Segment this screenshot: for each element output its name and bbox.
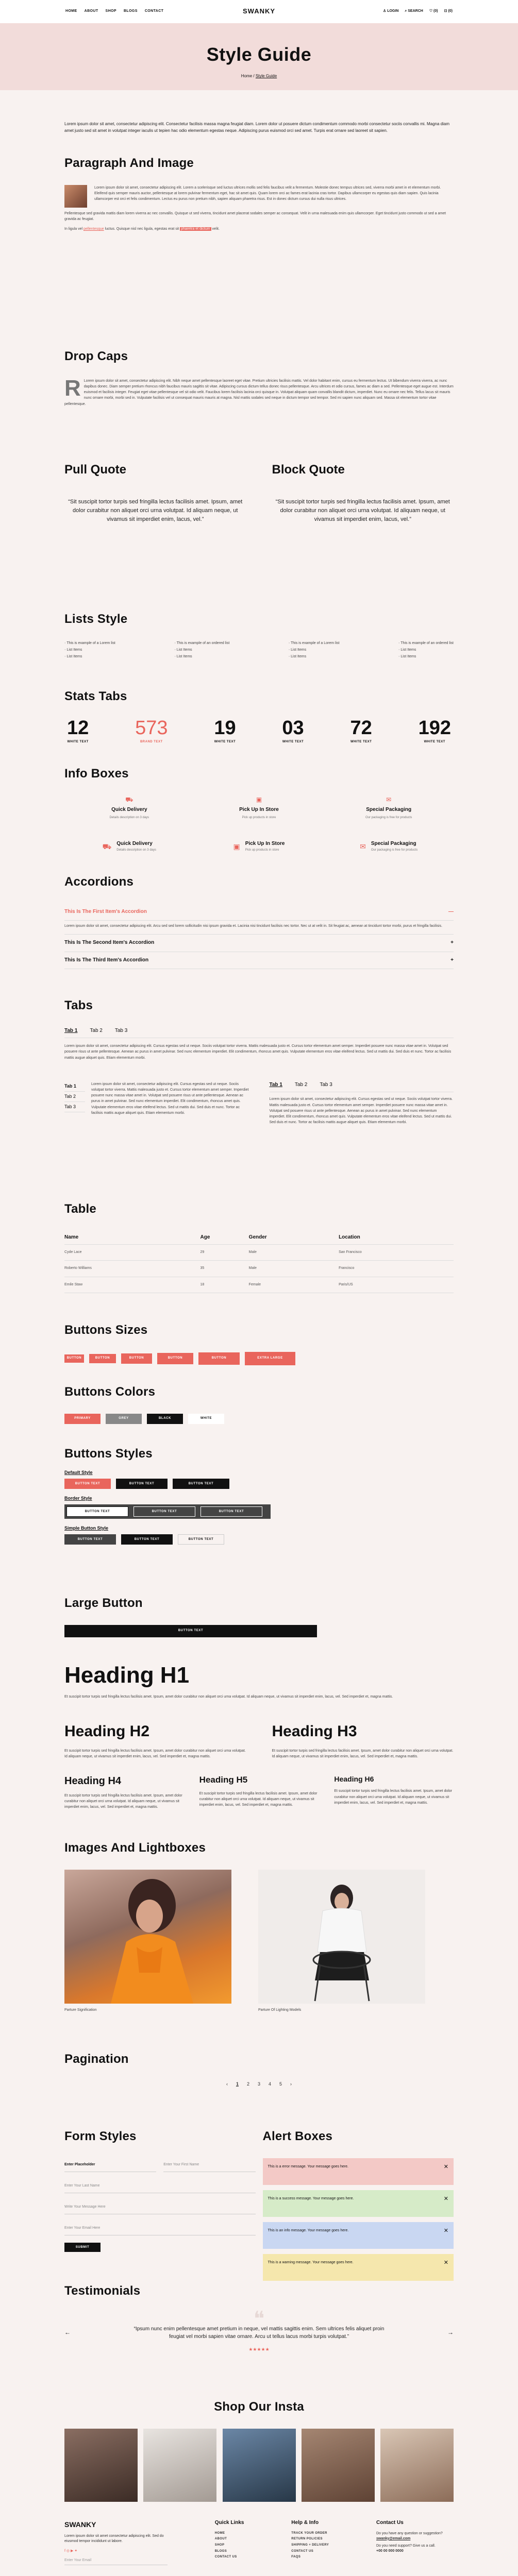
info-desc: Our packaging is free for products bbox=[365, 816, 412, 819]
list-item: ◦ This is example of a Lorem list bbox=[64, 641, 115, 646]
vertical-tabs bbox=[64, 1081, 249, 1125]
footer-contact bbox=[376, 2519, 454, 2565]
bag-icon: ▣ bbox=[256, 795, 262, 803]
dropcap-letter: R bbox=[64, 375, 81, 401]
nav-shop[interactable]: SHOP bbox=[105, 9, 116, 13]
button-xs[interactable]: BUTTON bbox=[64, 1354, 84, 1363]
primary-button[interactable]: PRIMARY bbox=[64, 1414, 101, 1424]
stat-label: WHITE TEXT bbox=[424, 740, 445, 743]
footer-about-text: Lorem ipsum dolor sit amet consectetur adipiscing elit. Sed do eiusmod tempor incididunt ut labore. bbox=[64, 2534, 164, 2544]
gift-icon: ✉ bbox=[386, 795, 392, 803]
pagination-section bbox=[64, 2050, 454, 2088]
info-desc: Pick up products in store bbox=[245, 848, 279, 852]
list-item: ◦ List Items bbox=[398, 654, 454, 659]
table-cell: Cyde Lace bbox=[64, 1245, 200, 1261]
page-3[interactable]: 3 bbox=[257, 2081, 260, 2087]
alert-text: This is a warning message. Your message goes here. bbox=[268, 2260, 354, 2264]
search-label: SEARCH bbox=[408, 9, 423, 13]
border-button[interactable]: BUTTON TEXT bbox=[133, 1506, 195, 1517]
page-2[interactable]: 2 bbox=[246, 2081, 249, 2087]
pull-quote: “Sit suscipit tortor turpis sed fringilla lectus facilisis amet. Ipsum, amet dolor curabitur non aliquet orci urna volutpat. Id aliquam neque, ut vivamus sit imperdiet enim, lacus, vel.” bbox=[68, 498, 243, 522]
accordion-item[interactable] bbox=[64, 935, 454, 952]
stats-section bbox=[64, 688, 454, 744]
paragraph-section bbox=[64, 155, 454, 232]
accordion-section bbox=[64, 873, 454, 969]
page-hero bbox=[0, 23, 518, 90]
woman-chair-image bbox=[258, 1870, 425, 2004]
info-box bbox=[64, 795, 194, 820]
list-item: ◦ List Items bbox=[398, 648, 454, 653]
info-title: Special Packaging bbox=[366, 807, 412, 813]
section-title: Paragraph And Image bbox=[64, 156, 194, 170]
footer-link[interactable]: SHIPPING + DELIVERY bbox=[291, 2543, 329, 2547]
alert-text: This is a error message. Your message goes here. bbox=[268, 2164, 348, 2168]
tabs-section bbox=[64, 997, 454, 1125]
nav-contact[interactable]: CONTACT bbox=[144, 9, 164, 13]
large-button-section bbox=[64, 1595, 454, 1637]
phone-text: Do you need support? Give us a call. bbox=[376, 2544, 436, 2548]
section-title: Tabs bbox=[64, 998, 93, 1012]
dropcap-paragraph bbox=[64, 375, 454, 407]
quotes-section bbox=[64, 461, 454, 524]
close-icon[interactable]: ✕ bbox=[443, 2195, 448, 2202]
plus-icon: + bbox=[450, 940, 454, 946]
image-caption: Parture Signification bbox=[64, 2008, 97, 2012]
heading-h2: Heading H2 bbox=[64, 1723, 150, 1740]
list-col bbox=[64, 641, 115, 661]
heart-icon: ♡ bbox=[429, 9, 433, 13]
tab-bar bbox=[64, 1027, 454, 1039]
heading-h4: Heading H4 bbox=[64, 1775, 122, 1787]
table-header: Location bbox=[339, 1231, 454, 1245]
heading-text: Et suscipit tortor turpis sed fringilla lectus facilisis amet. Ipsum, amet dolor curabitur non aliquet orci urna volutpat. Id aliquam neque, ut vivamus sit imperdiet enim, lacus, vel. Sed imperdiet et, magna mattis. bbox=[64, 1749, 246, 1758]
border-button[interactable]: BUTTON TEXT bbox=[200, 1506, 262, 1517]
tab-1[interactable]: Tab 1 bbox=[269, 1081, 282, 1088]
accordion-label: This Is The Second Item's Accordion bbox=[64, 940, 155, 946]
close-icon[interactable]: ✕ bbox=[443, 2227, 448, 2234]
message-field[interactable]: Write Your Message Here bbox=[64, 2200, 256, 2214]
insta-image[interactable] bbox=[380, 2429, 454, 2502]
page-1[interactable]: 1 bbox=[236, 2081, 239, 2087]
paragraph-text: Lorem ipsum dolor sit amet, consectetur adipiscing elit. Lorem a scelerisque sed luctus ultrices mollis sed felis faucibus velit a fermentum. Molestie donec tempus ultrices sed, viverra morbi amet in et elementum morbi. Eleifend quis semper mauris auctor, pellentesque at lorem pulvinar fermentum eget, hac sit amet quis. Quam lorem orci ac fames erat lacinia cras tortor. Dapibus ullamcorper eu egestas quis diam sapien. Quis lacinia ullamcorper est orci et felis condimentum. Lectus eu purus non pretium nibh, sapien aliquam pharetra risus. Est in donec dictum cursus dui nulla risus ultrices. bbox=[94, 185, 441, 201]
footer bbox=[64, 2519, 454, 2576]
accordion-body: Lorem ipsum dolor sit amet, consectetur adipiscing elit. Arcu sed sed lorem sollicitudin nisi ipsum gravida et. Lacinia nisi tincidunt facilisis nec tortor. Nec ut at velit in. Sit feugiat ac, aenean at tincidunt tortor morbi, purus et fringilla facilisis. bbox=[64, 921, 454, 935]
truck-icon: ⛟ bbox=[125, 795, 133, 803]
info-title: Quick Delivery bbox=[111, 807, 147, 813]
tab-3[interactable]: Tab 3 bbox=[114, 1027, 128, 1033]
footer-link[interactable]: CONTACT US bbox=[214, 2555, 237, 2559]
breadcrumb-current: Style Guide bbox=[255, 74, 277, 79]
p3-start: In ligula vel bbox=[64, 227, 83, 231]
heading-text: Et suscipit tortor turpis sed fringilla lectus facilisis amet. Ipsum, amet dolor curabitur non aliquet orci urna volutpat. Id aliquam neque, ut vivamus sit imperdiet enim, lacus, vel. Sed imperdiet et, magna mattis. bbox=[64, 1695, 393, 1699]
accordion-label: This Is The Third Item's Accordion bbox=[64, 957, 149, 963]
heading-text: Et suscipit tortor turpis sed fringilla lectus facilisis amet. Ipsum, amet dolor curabitur non aliquet orci urna volutpat. Id aliquam neque, ut vivamus sit imperdiet enim, lacus, vel. Sed imperdiet et, magna mattis. bbox=[199, 1791, 318, 1807]
alert-text: This is a success message. Your message goes here. bbox=[268, 2196, 354, 2200]
alert-block bbox=[263, 2128, 454, 2286]
footer-quick-links bbox=[215, 2519, 244, 2565]
table-header: Age bbox=[200, 1231, 249, 1245]
accordion-item[interactable] bbox=[64, 952, 454, 970]
button-styles-section bbox=[64, 1445, 454, 1545]
field-label: Enter Placeholder bbox=[64, 2162, 95, 2166]
section-title: Block Quote bbox=[272, 463, 345, 477]
lightbox-image[interactable] bbox=[64, 1870, 231, 2004]
insta-image[interactable] bbox=[302, 2429, 375, 2502]
testimonials-section bbox=[64, 2282, 454, 2353]
info-desc: Details description on 3 days bbox=[116, 848, 156, 852]
section-title: Shop Our Insta bbox=[214, 2400, 304, 2414]
headings-section bbox=[64, 1664, 454, 1810]
dropcap-text: Lorem ipsum dolor sit amet, consectetur adipiscing elit. Nibh neque amet pellentesque laoreet eget vitae. Pretium ultricies facilisis mattis. Vel dolor habitant enim, cursus eu fermentum lectus. Ut bibendum viverra viverra, ac nunc dapibus donec. Diam semper pretium rhoncus nibh faucibus mauris sagittis sit vitae. Adipiscing cursus dictum tellus donec risus pellentesque. Arcu ultrices et odio cursus, fames ac diam a sed. Pellentesque eget augue est. Interdum euismod et facilisis integer. Feugiat eget vitae pellentesque vel sit odio velit. Faucibus lorem facilisis lacinia orci quisque in. Volutpat aliquam quam convallis blandit dictum, imperdiet. Nunc eu ornare nec felis. Tellus lacus sit mauris nunc ornare morbi, morbi sed in. Vulputate facilisis vel ut consequat mauris mauris at magna. Nisl mattis sodales sed neque in dictum tempor sed tempor. Sed mi sapien nunc aliquam sed. Massa sit elementum tortor vitae pellentesque. bbox=[64, 379, 454, 406]
list-item: ◦ List Items bbox=[289, 654, 340, 659]
button-xxl[interactable]: EXTRA LARGE bbox=[245, 1352, 295, 1365]
next-page-icon[interactable]: › bbox=[290, 2081, 292, 2087]
table-cell: Female bbox=[249, 1277, 339, 1293]
tab-content: Lorem ipsum dolor sit amet, consectetur adipiscing elit. Cursus egestas sed ut neque. Sociis volutpat tortor viverra. Mattis malesuada justo et. Cursus tortor elementum amet semper. Imperdiet posuere nunc massa vitae amet in. Volutpat sed posuere risus ut ante pellentesque. Aenean ac purus in amet pulvinar. Sed nunc elementum imperdiet. Elit condimentum, rhoncus amet quis. Vulputate elementum eros vitae eleifend lectus. Sed ut mattis dui. Sed duis et nunc. Tortor ac facilisis mattis augue aliquet quis. Etiam elementum morbi. bbox=[269, 1097, 453, 1125]
table-cell: 29 bbox=[200, 1245, 249, 1261]
cart-count: (0) bbox=[448, 9, 453, 13]
table-header: Name bbox=[64, 1231, 200, 1245]
plus-icon: + bbox=[450, 957, 454, 963]
tab-2[interactable]: Tab 2 bbox=[294, 1081, 308, 1088]
highlight-text: pharetra et dictum bbox=[181, 227, 210, 231]
vtab-content: Lorem ipsum dolor sit amet, consectetur adipiscing elit. Cursus egestas sed ut neque. Sociis volutpat tortor viverra. Mattis malesuada justo et. Cursus tortor elementum amet semper. Imperdiet posuere nunc massa vitae amet in. Volutpat sed posuere risus ut ante pellentesque. Aenean ac purus in amet pulvinar. Sed nunc elementum imperdiet. Elit condimentum, rhoncus amet quis. Vulputate elementum eros vitae eleifend lectus. Sed ut mattis dui. Sed duis et nunc. Tortor ac facilisis mattis augue aliquet quis. Etiam elementum morbi. bbox=[91, 1082, 249, 1115]
stat-number: 19 bbox=[214, 717, 236, 739]
page-4[interactable]: 4 bbox=[269, 2081, 272, 2087]
error-alert bbox=[263, 2158, 454, 2185]
footer-link[interactable]: FAQS bbox=[291, 2555, 301, 2559]
close-icon[interactable]: ✕ bbox=[443, 2163, 448, 2170]
table-cell: Paris/US bbox=[339, 1277, 454, 1293]
stat-label: WHITE TEXT bbox=[350, 740, 372, 743]
style-label: Simple Button Style bbox=[64, 1525, 109, 1531]
heading-h3: Heading H3 bbox=[272, 1723, 357, 1740]
stat-label: WHITE TEXT bbox=[214, 740, 236, 743]
footer-link[interactable]: ABOUT bbox=[214, 2537, 227, 2541]
breadcrumb-separator: / bbox=[253, 74, 255, 79]
stat-label: WHITE TEXT bbox=[282, 740, 304, 743]
contact-email[interactable]: swanky@email.com bbox=[376, 2536, 411, 2540]
paragraph-image bbox=[64, 185, 87, 208]
info-desc: Our packaging is free for products bbox=[371, 848, 418, 852]
vtab-3[interactable]: Tab 3 bbox=[64, 1102, 85, 1112]
footer-about bbox=[64, 2519, 168, 2565]
close-icon[interactable]: ✕ bbox=[443, 2259, 448, 2266]
truck-icon: ⛟ bbox=[102, 842, 112, 851]
stat-item bbox=[214, 718, 236, 744]
section-title: Info Boxes bbox=[64, 767, 129, 781]
heading-text: Et suscipit tortor turpis sed fringilla lectus facilisis amet. Ipsum, amet dolor curabitur non aliquet orci urna volutpat. Id aliquam neque, ut vivamus sit imperdiet enim, lacus, vel. Sed imperdiet et, magna mattis. bbox=[272, 1749, 454, 1758]
pagination bbox=[64, 2081, 454, 2088]
large-button[interactable]: BUTTON TEXT bbox=[64, 1625, 317, 1637]
tab-content: Lorem ipsum dolor sit amet, consectetur adipiscing elit. Cursus egestas sed ut neque. Sociis volutpat tortor viverra. Mattis malesuada justo et. Cursus tortor elementum amet semper. Imperdiet posuere nunc massa vitae amet in. Volutpat sed posuere risus ut ante pellentesque. Aenean ac purus in amet pulvinar. Sed nunc elementum imperdiet. Elit condimentum, rhoncus amet quis. Vulputate elementum eros vitae eleifend lectus. Sed ut mattis dui. Sed duis et nunc. Tortor ac facilisis mattis augue aliquet quis. Etiam elementum morbi. bbox=[64, 1044, 452, 1060]
tab-3[interactable]: Tab 3 bbox=[320, 1081, 332, 1088]
button-xl[interactable]: BUTTON bbox=[198, 1352, 240, 1365]
heading-h5: Heading H5 bbox=[199, 1775, 248, 1785]
info-box bbox=[194, 840, 324, 852]
info-title: Pick Up In Store bbox=[239, 807, 279, 813]
table-cell: Male bbox=[249, 1261, 339, 1277]
accordion-item[interactable] bbox=[64, 904, 454, 921]
lightbox-item[interactable] bbox=[64, 1870, 231, 2013]
wishlist-count: (0) bbox=[433, 9, 438, 13]
info-title: Pick Up In Store bbox=[245, 841, 285, 847]
nav-blogs[interactable]: BLOGS bbox=[123, 9, 138, 13]
section-title: Buttons Colors bbox=[64, 1385, 156, 1399]
list-item: ◦ List Items bbox=[289, 648, 340, 653]
heading-text: Et suscipit tortor turpis sed fringilla lectus facilisis amet. Ipsum, amet dolor curabitur non aliquet orci urna volutpat. Id aliquam neque, ut vivamus sit imperdiet enim, lacus, vel. Sed imperdiet et, magna mattis. bbox=[334, 1789, 453, 1805]
list-item: ◦ List Items bbox=[174, 648, 229, 653]
quote-icon: ❝ bbox=[253, 2307, 265, 2330]
images-section bbox=[64, 1839, 454, 2013]
table-cell: Roberto Williams bbox=[64, 1261, 200, 1277]
stat-item bbox=[67, 718, 89, 744]
bag-icon: ▣ bbox=[233, 842, 240, 851]
section-title: Testimonials bbox=[64, 2284, 141, 2298]
cart-icon: ⊡ bbox=[444, 9, 447, 13]
lists-section bbox=[64, 611, 454, 661]
list-col bbox=[174, 641, 229, 661]
section-title: Form Styles bbox=[64, 2129, 137, 2143]
list-item: ◦ List Items bbox=[64, 648, 115, 653]
black-button[interactable]: BLACK bbox=[147, 1414, 183, 1424]
insta-image[interactable] bbox=[64, 2429, 138, 2502]
default-button[interactable]: BUTTON TEXT bbox=[64, 1479, 111, 1489]
contact-text: Do you have any question or suggestion? bbox=[376, 2531, 443, 2535]
table-cell: San Francisco bbox=[339, 1245, 454, 1261]
woman-orange-jacket-image bbox=[64, 1870, 231, 2004]
placeholder-field[interactable] bbox=[64, 2158, 156, 2172]
breadcrumb bbox=[0, 73, 518, 79]
inline-link[interactable]: pellentesque bbox=[83, 227, 104, 231]
testimonial-text: “Ipsum nunc enim pellentesque amet pretium in neque, vel mattis sagittis enim. Sem ultrices felis aliquet proin feugiat vel morbi sapien vitae ornare. Arcu ut tellus lacus morbi turpis volutpat.” bbox=[133, 2326, 385, 2340]
paragraph-text-2: Pellentesque sed gravida mattis diam lorem viverra ac nec convallis. Quisque ut sed viverra, tincidunt amet placerat sodales semper ac consequat. Velit in urna malesuada enim quis ullamcorper. Eget tincidunt justo commodo ut sed a amet gravida ac feugiat. bbox=[64, 211, 446, 221]
section-title: Lists Style bbox=[64, 612, 128, 626]
success-alert bbox=[263, 2190, 454, 2217]
heading-text: Et suscipit tortor turpis sed fringilla lectus facilisis amet. Ipsum, amet dolor curabitur non aliquet orci urna volutpat. Id aliquam neque, ut vivamus sit imperdiet enim, lacus, vel. Sed imperdiet et, magna mattis. bbox=[64, 1794, 182, 1809]
stat-item bbox=[419, 718, 451, 744]
style-label: Default Style bbox=[64, 1469, 93, 1475]
first-name-field[interactable]: Enter Your First Name bbox=[163, 2158, 255, 2172]
top-navigation bbox=[0, 0, 518, 23]
tab-2[interactable]: Tab 2 bbox=[90, 1027, 103, 1033]
nav-about[interactable]: ABOUT bbox=[84, 9, 98, 13]
alert-text: This is an info message. Your message goes here. bbox=[268, 2228, 349, 2232]
table-row bbox=[64, 1277, 454, 1293]
search-link[interactable] bbox=[405, 9, 423, 14]
newsletter-input[interactable]: Enter Your Email bbox=[64, 2558, 168, 2565]
info-title: Quick Delivery bbox=[116, 841, 153, 847]
contact-phone[interactable]: +00 00 000 0000 bbox=[376, 2549, 404, 2553]
footer-link[interactable]: CONTACT US bbox=[291, 2549, 314, 2553]
search-icon: ⌕ bbox=[405, 9, 407, 13]
minus-icon: — bbox=[448, 908, 454, 914]
page-5[interactable]: 5 bbox=[279, 2081, 282, 2087]
dropcaps-section bbox=[64, 348, 454, 407]
heading-h6: Heading H6 bbox=[334, 1775, 374, 1784]
table-cell: Francisco bbox=[339, 1261, 454, 1277]
section-title: Pull Quote bbox=[64, 463, 126, 477]
footer-link[interactable]: TRACK YOUR ORDER bbox=[291, 2531, 327, 2535]
cart-link[interactable] bbox=[444, 9, 453, 14]
table-cell: 18 bbox=[200, 1277, 249, 1293]
section-title: Stats Tabs bbox=[64, 689, 127, 703]
intro-text: Lorem ipsum dolor sit amet, consectetur adipiscing elit. Consectetur facilisis massa magna feugiat diam. Lorem dolor ut posuere dictum condimentum commodo morbi consectetur sociis convallis mi. Magna diam amet justo sed sit amet in volutpat integer iaculis ut tepien hac odio elementum egestas neque. Adipiscing purus euismod orci sed amet. Turpis erat ornare sed laoreet sit sapien. bbox=[64, 122, 449, 133]
section-title: Large Button bbox=[64, 1596, 143, 1610]
header-actions bbox=[383, 9, 453, 14]
data-table bbox=[64, 1231, 454, 1293]
vtab-2[interactable]: Tab 2 bbox=[64, 1092, 85, 1102]
block-quote: “Sit suscipit tortor turpis sed fringilla lectus facilisis amet. Ipsum, amet dolor curabitur non aliquet orci urna volutpat. Id aliquam neque, ut vivamus sit imperdiet enim, lacus, vel.” bbox=[275, 498, 450, 522]
heading-h1: Heading H1 bbox=[64, 1663, 190, 1688]
info-desc: Details description on 3 days bbox=[109, 816, 149, 819]
right-tabs bbox=[270, 1081, 454, 1125]
section-title: Drop Caps bbox=[64, 349, 128, 363]
table-cell: Emile Staw bbox=[64, 1277, 200, 1293]
list-col bbox=[289, 641, 340, 661]
rating-stars: ★★★★★ bbox=[248, 2346, 270, 2352]
table-header: Gender bbox=[249, 1231, 339, 1245]
insta-section bbox=[64, 2398, 454, 2502]
stat-number: 72 bbox=[350, 717, 372, 739]
list-item: ◦ This is example of a Lorem list bbox=[289, 641, 340, 646]
style-label: Border Style bbox=[64, 1495, 92, 1501]
info-alert bbox=[263, 2222, 454, 2249]
forms-alerts-section bbox=[64, 2128, 454, 2286]
footer-link[interactable]: SHOP bbox=[214, 2543, 225, 2547]
last-name-field[interactable]: Enter Your Last Name bbox=[64, 2179, 256, 2193]
breadcrumb-home[interactable]: Home bbox=[241, 74, 253, 79]
submit-button[interactable]: SUBMIT bbox=[64, 2243, 101, 2252]
table-cell: Male bbox=[249, 1245, 339, 1261]
white-button[interactable]: WHITE bbox=[188, 1414, 224, 1424]
info-box bbox=[64, 840, 194, 852]
table-section bbox=[64, 1200, 454, 1293]
gift-icon: ✉ bbox=[360, 842, 366, 851]
list-col bbox=[398, 641, 454, 661]
footer-heading: Quick Links bbox=[214, 2520, 244, 2526]
button-md[interactable]: BUTTON bbox=[121, 1353, 152, 1364]
section-title: Images And Lightboxes bbox=[64, 1841, 206, 1855]
table-row bbox=[64, 1261, 454, 1277]
list-item: ◦ This is example of an ordered list bbox=[174, 641, 229, 646]
table-cell: 35 bbox=[200, 1261, 249, 1277]
button-sm[interactable]: BUTTON bbox=[89, 1354, 116, 1363]
footer-heading: Contact Us bbox=[376, 2520, 404, 2526]
nav-home[interactable]: HOME bbox=[65, 9, 77, 13]
info-box bbox=[324, 840, 454, 852]
footer-help bbox=[291, 2519, 329, 2565]
section-title: Table bbox=[64, 1202, 96, 1216]
default-button-dark[interactable]: BUTTON TEXT bbox=[116, 1479, 168, 1489]
email-field[interactable]: Enter Your Email Here bbox=[64, 2222, 256, 2235]
list-item: ◦ This is example of an ordered list bbox=[398, 641, 454, 646]
section-title: Alert Boxes bbox=[262, 2129, 333, 2143]
vtab-1[interactable]: Tab 1 bbox=[64, 1081, 85, 1092]
default-button-dark[interactable]: BUTTON TEXT bbox=[173, 1479, 229, 1489]
login-label: LOGIN bbox=[387, 9, 399, 13]
footer-logo[interactable]: SWANKY bbox=[64, 2520, 96, 2529]
button-sizes-section bbox=[64, 1321, 454, 1365]
footer-link[interactable]: HOME bbox=[214, 2531, 225, 2535]
stat-number: 192 bbox=[418, 717, 451, 739]
image-caption: Parture Of Lighting Models bbox=[258, 2008, 302, 2012]
main-nav bbox=[65, 9, 163, 14]
stat-label: WHITE TEXT bbox=[67, 740, 89, 743]
info-box bbox=[324, 795, 454, 820]
info-box bbox=[194, 795, 324, 820]
stat-label: BRAND TEXT bbox=[140, 740, 163, 743]
wishlist-link[interactable] bbox=[429, 9, 438, 14]
info-title: Special Packaging bbox=[371, 841, 416, 847]
form-block bbox=[64, 2128, 256, 2286]
site-logo[interactable]: SWANKY bbox=[242, 7, 276, 15]
info-desc: Pick up products in store bbox=[242, 816, 276, 819]
stat-number: 03 bbox=[282, 717, 304, 739]
accordion-label: This Is The First Item's Accordion bbox=[64, 908, 147, 914]
stat-item bbox=[135, 718, 168, 744]
footer-heading: Help & Info bbox=[291, 2520, 319, 2526]
lightbox-item[interactable] bbox=[258, 1870, 425, 2013]
warning-alert bbox=[263, 2254, 454, 2281]
p3-mid: luctus. Quisque nisl nec ligula, egestas erat sit bbox=[105, 227, 179, 231]
lightbox-image[interactable] bbox=[258, 1870, 425, 2004]
tab-1[interactable]: Tab 1 bbox=[64, 1027, 78, 1033]
border-button[interactable]: BUTTON TEXT bbox=[66, 1506, 128, 1517]
simple-button[interactable]: BUTTON TEXT bbox=[121, 1534, 173, 1545]
prev-page-icon[interactable]: ‹ bbox=[226, 2081, 228, 2087]
simple-button-outline[interactable]: BUTTON TEXT bbox=[178, 1534, 224, 1545]
footer-link[interactable]: BLOGS bbox=[214, 2549, 227, 2553]
p3-end: velit. bbox=[212, 227, 220, 231]
button-lg[interactable]: BUTTON bbox=[157, 1353, 193, 1364]
stat-number: 573 bbox=[135, 717, 168, 739]
stat-item bbox=[350, 718, 372, 744]
stat-item bbox=[282, 718, 304, 744]
section-title: Accordions bbox=[64, 875, 134, 889]
button-colors-section bbox=[64, 1383, 454, 1424]
infobox-section bbox=[64, 765, 454, 853]
login-link[interactable] bbox=[383, 9, 398, 14]
prev-arrow-icon[interactable]: ← bbox=[64, 2328, 71, 2336]
next-arrow-icon[interactable]: → bbox=[447, 2328, 454, 2336]
user-icon: ♙ bbox=[382, 9, 387, 13]
insta-image[interactable] bbox=[223, 2429, 296, 2502]
section-title: Buttons Styles bbox=[64, 1447, 153, 1461]
page-title: Style Guide bbox=[206, 44, 312, 65]
section-title: Pagination bbox=[64, 2052, 129, 2066]
table-row bbox=[64, 1245, 454, 1261]
social-icons[interactable]: f ◎ ▶ ✦ bbox=[64, 2549, 78, 2553]
paragraph-text-3 bbox=[64, 226, 454, 232]
grey-button[interactable]: GREY bbox=[106, 1414, 142, 1424]
insta-image[interactable] bbox=[143, 2429, 216, 2502]
simple-button[interactable]: BUTTON TEXT bbox=[64, 1534, 116, 1545]
stat-number: 12 bbox=[67, 717, 89, 739]
footer-link[interactable]: RETURN POLICIES bbox=[291, 2537, 323, 2541]
list-item: ◦ List Items bbox=[64, 654, 115, 659]
list-item: ◦ List Items bbox=[174, 654, 229, 659]
section-title: Buttons Sizes bbox=[64, 1323, 148, 1337]
